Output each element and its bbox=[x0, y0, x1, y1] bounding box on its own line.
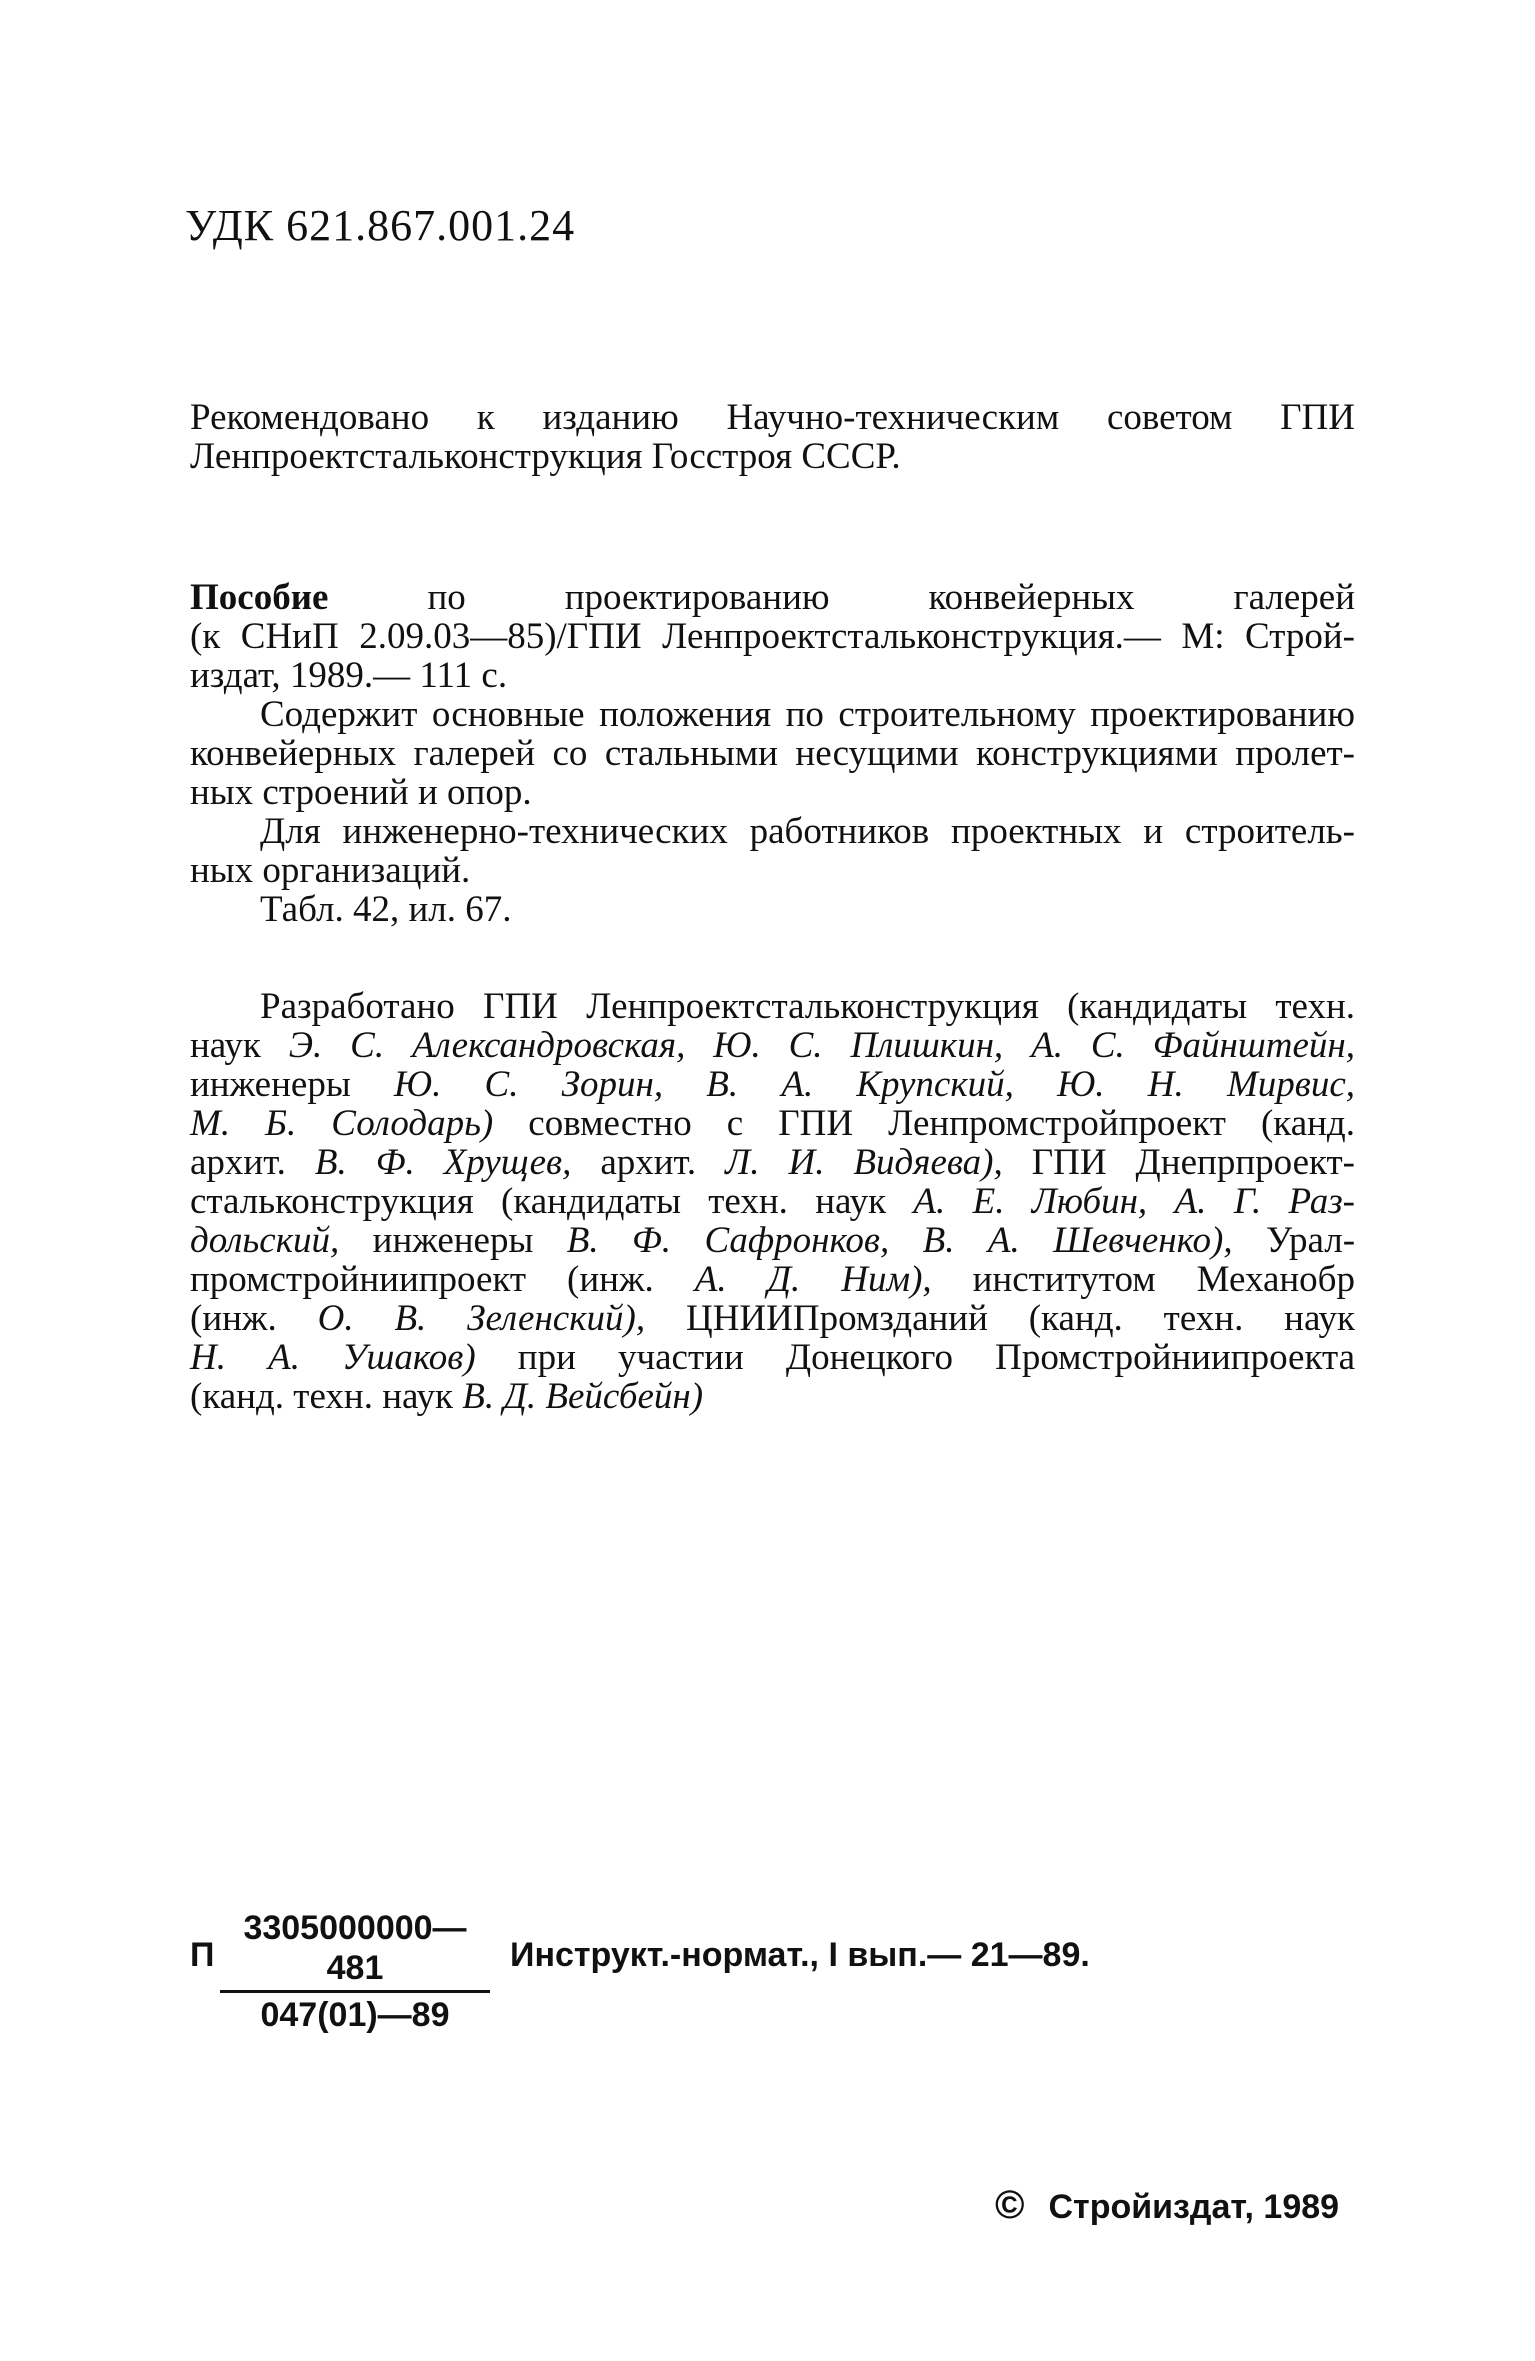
authors-line: архит. В. Ф. Хрущев, архит. Л. И. Видяева), ГПИ Днепрпроект- bbox=[190, 1142, 1355, 1183]
authors-line: инженеры Ю. С. Зорин, В. А. Крупский, Ю. Н. Мирвис, bbox=[190, 1064, 1355, 1105]
code-denominator: 047(01)—89 bbox=[260, 1996, 450, 2034]
annotation-line: конвейерных галерей со стальными несущими конструкциями пролет- bbox=[190, 733, 1355, 774]
authors-line: М. Б. Солодарь) совместно с ГПИ Ленпромстройпроект (канд. bbox=[190, 1103, 1355, 1144]
bibliographic-description bbox=[190, 578, 1355, 929]
authors-line: Разработано ГПИ Ленпроектстальконструкция (кандидаты техн. bbox=[260, 986, 1355, 1027]
annotation-line: Содержит основные положения по строительному проектированию bbox=[260, 694, 1355, 735]
recommendation-note bbox=[190, 398, 1355, 476]
recommendation-line: Рекомендовано к изданию Научно-техническим советом ГПИ bbox=[190, 397, 1355, 438]
authors-line: (инж. О. В. Зеленский), ЦНИИПромзданий (канд. техн. наук bbox=[190, 1298, 1355, 1339]
code-fraction bbox=[220, 1908, 490, 2035]
copyright-icon: © bbox=[995, 2183, 1025, 2227]
recommendation-line: Ленпроектстальконструкция Госстроя СССР. bbox=[190, 436, 901, 477]
fraction-bar bbox=[220, 1990, 490, 1993]
udk-code: УДК 621.867.001.24 bbox=[185, 201, 576, 250]
code-description: Инструкт.-нормат., I вып.— 21—89. bbox=[510, 1936, 1090, 1974]
authors-line: промстройниипроект (инж. А. Д. Ним), институтом Механобр bbox=[190, 1259, 1356, 1300]
annotation-line: Табл. 42, ил. 67. bbox=[260, 889, 512, 930]
authors-line: (канд. техн. наук В. Д. Вейсбейн) bbox=[190, 1376, 704, 1417]
annotation-line: ных строений и опор. bbox=[190, 772, 532, 813]
book-title: Пособие bbox=[190, 577, 329, 618]
code-numerator: 3305000000—481 bbox=[243, 1909, 467, 1987]
authors-line: стальконструкция (кандидаты техн. наук А. Е. Любин, А. Г. Раз- bbox=[190, 1181, 1356, 1222]
annotation-line: Для инженерно-технических работников проектных и строитель- bbox=[260, 811, 1355, 852]
biblio-line: Пособие по проектированию конвейерных галерей bbox=[190, 577, 1356, 618]
authors-line: дольский, инженеры В. Ф. Сафронков, В. А. Шевченко), Урал- bbox=[190, 1220, 1356, 1261]
authors-block bbox=[190, 987, 1355, 1416]
biblio-line: (к СНиП 2.09.03—85)/ГПИ Ленпроектстальконструкция.— М: Строй- bbox=[190, 616, 1355, 657]
biblio-line: издат, 1989.— 111 с. bbox=[190, 655, 508, 696]
authors-line: Н. А. Ушаков) при участии Донецкого Промстройниипроекта bbox=[190, 1337, 1355, 1378]
copyright-text: Стройиздат, 1989 bbox=[1048, 2188, 1340, 2226]
annotation-line: ных организаций. bbox=[190, 850, 471, 891]
authors-line: наук Э. С. Александровская, Ю. С. Плишкин, А. С. Файнштейн, bbox=[190, 1025, 1355, 1066]
code-prefix: П bbox=[190, 1936, 215, 1974]
copyright-line bbox=[995, 2183, 1339, 2228]
